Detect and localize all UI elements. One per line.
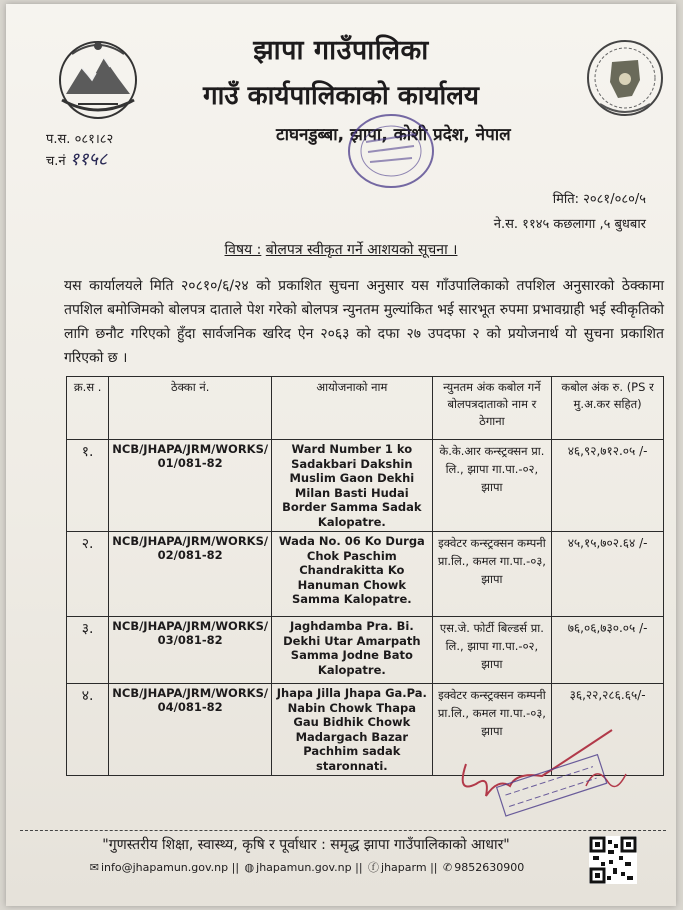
date-nepal-sambat: ने.स. ११४५ कछलागा ,५ बुधबार bbox=[493, 217, 646, 232]
footer-phone[interactable]: 9852630900 bbox=[454, 861, 525, 874]
cell-bidder: इक्वेटर कन्स्ट्रक्सन कम्पनी प्रा.लि., कमल गा.पा.-०३, झापा bbox=[432, 532, 552, 617]
cell-sn: २. bbox=[67, 532, 109, 617]
col-header-project: आयोजनाको नाम bbox=[272, 377, 433, 440]
patra-sankhya: प.स. ०८१।८२ bbox=[46, 132, 114, 147]
cell-amount: ४५,१५,७०२.६४ /- bbox=[552, 532, 664, 617]
cell-sn: ४. bbox=[67, 684, 109, 776]
municipality-title: झापा गाउँपालिका bbox=[253, 35, 429, 66]
subject-text: बोलपत्र स्वीकृत गर्ने आशयको सूचना । bbox=[265, 242, 458, 258]
bid-table bbox=[66, 376, 664, 776]
cell-project: Jaghdamba Pra. Bi. Dekhi Utar Amarpath Samma Jodne Bato Kalopatre. bbox=[272, 617, 433, 684]
footer-website[interactable]: jhapamun.gov.np bbox=[256, 861, 352, 874]
phone-icon: ✆ bbox=[443, 861, 453, 874]
office-title: गाउँ कार्यपालिकाको कार्यालय bbox=[203, 81, 479, 111]
cell-project: Wada No. 06 Ko Durga Chok Paschim Chandrakitta Ko Hanuman Chowk Samma Kalopatre. bbox=[272, 532, 433, 617]
cell-contract: NCB/JHAPA/JRM/WORKS/ 03/081-82 bbox=[109, 617, 272, 684]
cell-contract: NCB/JHAPA/JRM/WORKS/ 02/081-82 bbox=[109, 532, 272, 617]
table-header-row bbox=[67, 377, 664, 440]
col-header-amount: कबोल अंक रु. (PS र मु.अ.कर सहित) bbox=[552, 377, 664, 440]
col-header-bidder: न्युनतम अंक कबोल गर्ने बोलपत्रदाताको नाम र ठेगाना bbox=[432, 377, 552, 440]
notice-document bbox=[6, 4, 676, 906]
cell-sn: १. bbox=[67, 440, 109, 532]
table-row bbox=[67, 617, 664, 684]
footer-divider bbox=[20, 830, 666, 831]
col-header-sn: क्र.स . bbox=[67, 377, 109, 440]
cell-bidder: इक्वेटर कन्स्ट्रक्सन कम्पनी प्रा.लि., कमल गा.पा.-०३, झापा bbox=[432, 684, 552, 776]
qr-code-icon[interactable] bbox=[589, 836, 637, 884]
office-stamp bbox=[346, 112, 436, 190]
facebook-icon: ⓕ bbox=[368, 861, 380, 874]
cell-sn: ३. bbox=[67, 617, 109, 684]
cell-bidder: एस.जे. फोर्टी बिल्डर्स प्रा. लि., झापा गा.पा.-०२, झापा bbox=[432, 617, 552, 684]
footer-motto: "गुणस्तरीय शिक्षा, स्वास्थ्य, कृषि र पूर्वाधार : समृद्ध झापा गाउँपालिकाको आधार" bbox=[102, 837, 510, 853]
chalan-label: च.नं bbox=[46, 154, 66, 169]
subject-line bbox=[6, 240, 676, 259]
notice-body: यस कार्यालयले मिति २०८१०/६/२४ को प्रकाशित सुचना अनुसार यस गाँउपालिकाको तपशिल अनुसारको ठेक्कामा तपशिल बमोजिमको बोलपत्र दाताले पेश गरेको बोलपत्र न्युनतम मुल्यांकित भई सारभूत रुपमा प्रभावग्राही भई स्वीकृतिको लागि छनौट गरिएको हुँदा सार्वजनिक खरिद ऐन २०६३ को दफा २७ उपदफा २ को प्रयोजनार्थ यो सुचना प्रकाशित गरिएको छ । bbox=[64, 278, 664, 366]
footer-email[interactable]: info@jhapamun.gov.np bbox=[101, 861, 229, 874]
table-row bbox=[67, 440, 664, 532]
cell-project: Jhapa Jilla Jhapa Ga.Pa. Nabin Chowk Thapa Gau Bidhik Chowk Madargach Bazar Pachhim sadak staronnati. bbox=[272, 684, 433, 776]
col-header-contract: ठेक्का नं. bbox=[109, 377, 272, 440]
cell-contract: NCB/JHAPA/JRM/WORKS/ 01/081-82 bbox=[109, 440, 272, 532]
chalan-handwritten: ११५८ bbox=[69, 149, 108, 170]
mail-icon: ✉ bbox=[89, 861, 99, 874]
cell-contract: NCB/JHAPA/JRM/WORKS/ 04/081-82 bbox=[109, 684, 272, 776]
cell-amount: ४६,९२,७१२.०५ /- bbox=[552, 440, 664, 532]
footer-facebook[interactable]: jhaparm bbox=[381, 861, 427, 874]
signature bbox=[446, 724, 646, 824]
globe-icon: ◍ bbox=[244, 861, 255, 874]
date-miti: मिति: २०८१/०८०/५ bbox=[552, 192, 646, 207]
chalan-number bbox=[46, 147, 107, 171]
cell-bidder: के.के.आर कन्स्ट्रक्सन प्रा. लि., झापा गा.पा.-०२, झापा bbox=[432, 440, 552, 532]
table-row bbox=[67, 532, 664, 617]
office-address: टाघनडुब्बा, झापा, कोशी प्रदेश, नेपाल bbox=[276, 125, 511, 145]
cell-amount: ७६,०६,७३०.०५ /- bbox=[552, 617, 664, 684]
subject-label: विषय : bbox=[224, 242, 262, 258]
cell-amount: ३६,२२,२८६.६५/- bbox=[552, 684, 664, 776]
footer-contacts: ✉ info@jhapamun.gov.np || ◍ jhapamun.gov.np || ⓕ jhaparm || ✆ 9852630900 bbox=[89, 861, 525, 874]
cell-project: Ward Number 1 ko Sadakbari Dakshin Muslim Gaon Dekhi Milan Basti Hudai Border Samma Sadak Kalopatre. bbox=[272, 440, 433, 532]
